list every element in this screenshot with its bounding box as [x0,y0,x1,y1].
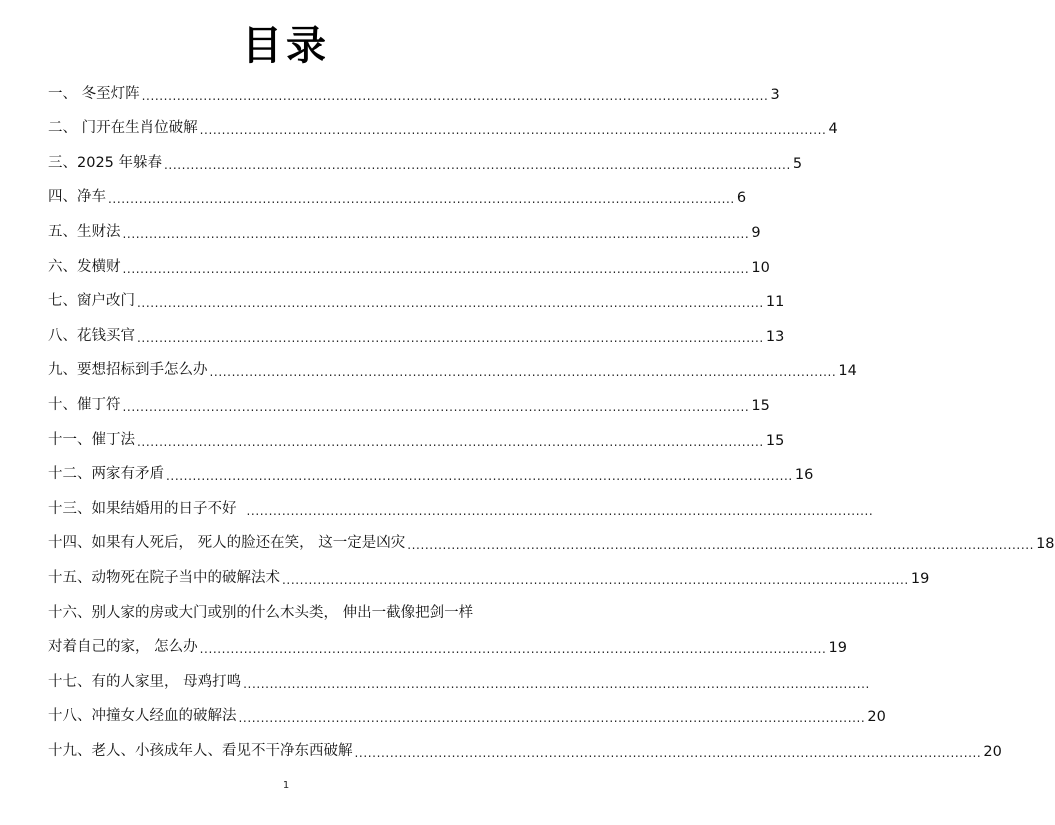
toc-entry-label: 十一、催丁法 [48,431,135,448]
page-number: 1 [282,780,290,791]
toc-entry[interactable] [48,518,1055,553]
toc-entry-page: 5 [792,155,803,172]
toc-entry[interactable] [48,172,747,207]
toc-entry-label: 十五、动物死在院子当中的破解法术 [48,569,280,586]
toc-entry-page: 3 [770,86,780,103]
toc-entry-page: 18 [1036,536,1055,553]
toc-entry[interactable] [48,276,785,311]
toc-entry-label: 四、净车 [48,189,106,206]
toc-entry-label: 十三、如果结婚用的日子不好 [48,500,237,517]
toc-entry-page: 14 [838,363,857,380]
dot-leader: .............................................................................................................................................. [122,399,750,414]
toc-entry[interactable] [48,656,870,691]
toc-entry[interactable] [48,449,814,484]
toc-entry-page: 20 [867,709,886,726]
table-of-contents [48,68,1055,760]
toc-entry-page: 4 [828,121,838,138]
toc-entry[interactable] [48,691,886,726]
toc-entry[interactable] [48,241,770,276]
toc-entry-label: 三、2025 年躲春 [48,154,163,171]
toc-entry-page: 13 [765,328,785,345]
toc-entry-label: 一、 冬至灯阵 [48,85,140,102]
toc-entry-label: 十九、老人、小孩成年人、看见不干净东西破解 [48,742,353,759]
toc-entry[interactable] [48,206,761,241]
toc-entry[interactable] [48,483,874,518]
toc-entry-label: 六、发横财 [48,258,121,275]
toc-entry-page: 19 [828,640,847,657]
toc-entry-page: 6 [736,190,747,207]
dot-leader: .............................................................................................................................................. [108,192,735,207]
toc-entry-label: 对着自己的家， 怎么办 [48,639,198,656]
toc-entry-label: 十六、别人家的房或大门或别的什么木头类， 伸出一截像把剑一样 [48,604,474,621]
toc-entry-page: 15 [765,432,785,449]
dot-leader: .............................................................................................................................................. [199,123,827,138]
dot-leader: .............................................................................................................................................. [164,157,791,172]
toc-entry-label: 十四、如果有人死后， 死人的脸还在笑， 这一定是凶灾 [48,535,406,552]
dot-leader: .............................................................................................................................................. [122,226,750,241]
dot-leader: .............................................................................................................................................. [166,469,793,484]
toc-entry-label: 八、花钱买官 [48,327,135,344]
toc-entry-label: 七、窗户改门 [48,293,135,310]
toc-entry-label: 十二、两家有矛盾 [48,466,164,483]
toc-entry-label: 五、生财法 [48,223,121,240]
toc-entry-page: 9 [751,224,761,241]
toc-entry-label: 二、 门开在生肖位破解 [48,120,198,137]
dot-leader: .............................................................................................................................................. [238,711,866,726]
toc-entry-page: 11 [765,294,785,311]
toc-entry-label: 十、催丁符 [48,396,121,413]
dot-leader: .............................................................................................................................................. [282,572,909,587]
toc-entry-page: 20 [983,743,1002,760]
dot-leader: .............................................................................................................................................. [137,434,764,449]
dot-leader: .............................................................................................................................................. [122,261,750,276]
toc-entry[interactable] [48,414,785,449]
toc-entry-label: 十七、有的人家里， 母鸡打鸣 [48,673,242,690]
dot-leader: .............................................................................................................................................. [246,503,874,518]
toc-entry-label: 九、要想招标到手怎么办 [48,362,208,379]
page-title: 目录 [242,23,330,69]
toc-entry[interactable] [48,137,803,172]
toc-entry-page: 15 [751,397,770,414]
toc-entry[interactable] [48,379,770,414]
dot-leader: .............................................................................................................................................. [407,538,1035,553]
toc-entry-page: 16 [794,467,814,484]
toc-entry[interactable] [48,345,857,380]
dot-leader: .............................................................................................................................................. [199,642,827,657]
toc-entry[interactable] [48,310,785,345]
toc-entry[interactable] [48,552,930,587]
dot-leader: .............................................................................................................................................. [209,365,837,380]
toc-entry[interactable] [48,622,847,657]
toc-entry-page: 19 [910,570,930,587]
dot-leader: .............................................................................................................................................. [354,745,982,760]
dot-leader: .............................................................................................................................................. [137,296,764,311]
toc-entry[interactable] [48,587,520,622]
dot-leader: .............................................................................................................................................. [137,330,764,345]
dot-leader: .............................................................................................................................................. [243,676,870,691]
toc-entry[interactable] [48,725,1002,760]
dot-leader: .............................................................................................................................................. [141,88,769,103]
toc-entry[interactable] [48,103,838,138]
toc-entry-label: 十八、冲撞女人经血的破解法 [48,708,237,725]
toc-entry[interactable] [48,68,780,103]
toc-entry-page: 10 [751,259,770,276]
